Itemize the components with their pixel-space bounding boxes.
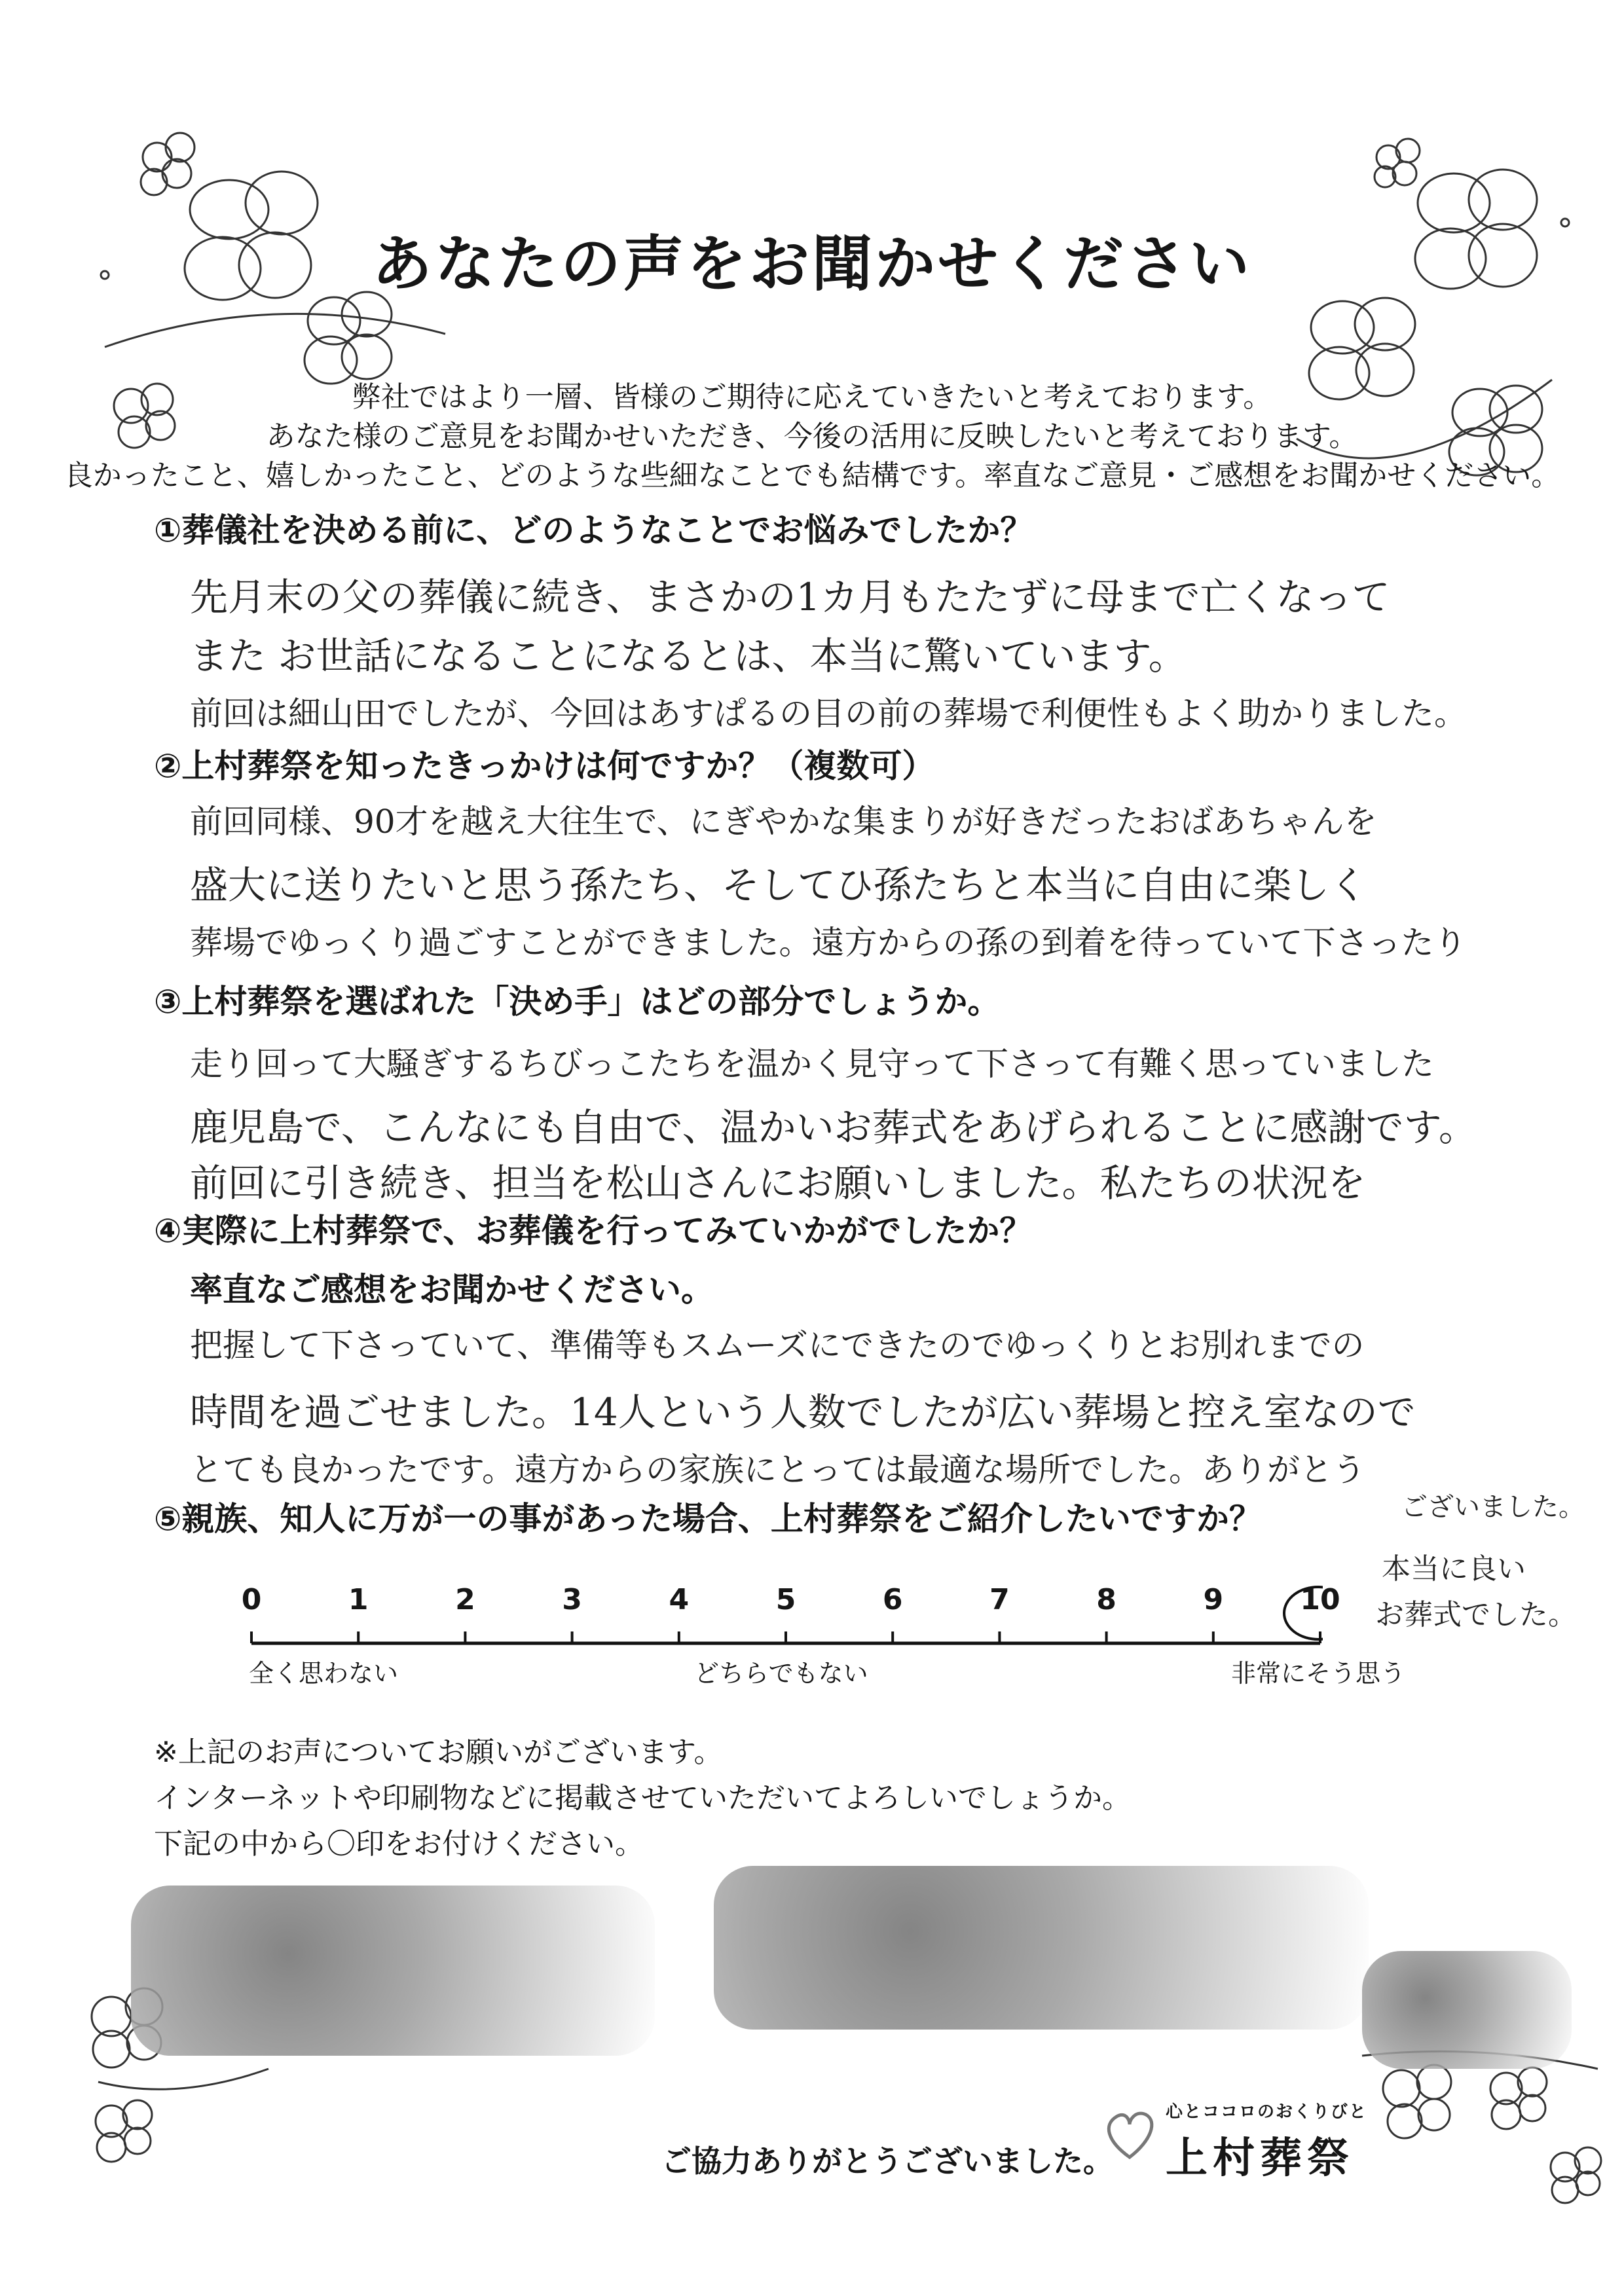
footer-tagline: 心とココロのおくりびと [1166,2102,1368,2122]
question-4-label: ④実際に上村葬祭で、お葬儀を行ってみていかがでしたか？ [154,1212,1033,1250]
question-5-label: ⑤親族、知人に万が一の事があった場合、上村葬祭をご紹介したいですか？ [154,1500,1262,1538]
answer-3-line-1: 走り回って大騒ぎするちびっこたちを温かく見守って下さって有難く思っていました [190,1045,1434,1083]
redacted-area-center [714,1866,1369,2030]
scale-mid-label: どちらでもない [694,1659,868,1688]
scale-tick-label-2: 2 [455,1583,475,1616]
redacted-area-right [1362,1951,1572,2069]
answer-4-line-1: 把握して下さっていて、準備等もスムーズにできたのでゆっくりとお別れまでの [190,1326,1365,1364]
answer-4-margin-note: ございました。 [1401,1492,1585,1522]
answer-4-line-3: とても良かったです。遠方からの家族にとっては最適な場所でした。ありがとう [190,1451,1365,1489]
footer-company: 上村葬祭 [1166,2134,1354,2183]
redacted-area-left [131,1886,655,2056]
scale-tick-label-0: 0 [241,1583,262,1616]
company-logo-icon [1100,2105,1159,2164]
scale-tick-label-10: 10 [1300,1583,1340,1616]
scale-tick-label-9: 9 [1203,1583,1224,1616]
question-3-label: ③上村葬祭を選ばれた「決め手」はどの部分でしょうか。 [154,983,1001,1021]
consent-line-3: 下記の中から〇印をお付けください。 [154,1827,644,1861]
scale-left-label: 全く思わない [249,1659,399,1688]
rating-scale [241,1558,1406,1702]
answer-2-line-2: 盛大に送りたいと思う孫たち、そしてひ孫たちと本当に自由に楽しく [190,863,1368,907]
scale-tick-label-3: 3 [562,1583,582,1616]
answer-5-margin-note-2: お葬式でした。 [1375,1598,1577,1631]
answer-1-line-1: 先月末の父の葬儀に続き、まさかの1カ月もたたずに母まで亡くなって [190,575,1390,619]
answer-2-line-3: 葬場でゆっくり過ごすことができました。遠方からの孫の到着を待っていて下さったり [190,924,1467,962]
answer-1-line-2: また お世話になることになるとは、本当に驚いています。 [190,634,1187,678]
answer-4-line-2: 時間を過ごせました。14人という人数でしたが広い葬場と控え室なので [190,1390,1416,1434]
page-title: あなたの声をお聞かせください [371,229,1252,299]
intro-line-3: 良かったこと、嬉しかったこと、どのような些細なことでも結構です。率直なご意見・ご感想をお聞かせください。 [64,459,1560,492]
question-4-sublabel: 率直なご感想をお聞かせください。 [190,1271,714,1309]
scale-tick-label-8: 8 [1096,1583,1116,1616]
consent-line-1: ※上記のお声についてお願いがございます。 [154,1736,723,1769]
answer-1-line-3: 前回は細山田でしたが、今回はあすぱるの目の前の葬場で利便性もよく助かりました。 [190,695,1467,733]
intro-line-2: あなた様のご意見をお聞かせいただき、今後の活用に反映したいと考えております。 [266,420,1358,453]
question-2-label: ②上村葬祭を知ったきっかけは何ですか？（複数可） [154,747,935,785]
scale-tick-label-5: 5 [775,1583,796,1616]
consent-line-2: インターネットや印刷物などに掲載させていただいてよろしいでしょうか。 [154,1781,1132,1815]
answer-2-line-1: 前回同様、90才を越え大往生で、にぎやかな集まりが好きだったおばあちゃんを [190,803,1377,841]
answer-3-line-3: 前回に引き続き、担当を松山さんにお願いしました。私たちの状況を [190,1161,1366,1205]
answer-3-line-2: 鹿児島で、こんなにも自由で、温かいお葬式をあげられることに感謝です。 [190,1105,1477,1150]
footer-thanks: ご協力ありがとうございました。 [661,2143,1113,2179]
scale-right-label: 非常にそう思う [1231,1659,1406,1688]
scale-tick-label-1: 1 [348,1583,369,1616]
answer-5-margin-note-1: 本当に良い [1382,1552,1526,1586]
question-1-label: ①葬儀社を決める前に、どのようなことでお悩みでしたか？ [154,511,1033,549]
scale-tick-label-6: 6 [882,1583,903,1616]
scale-tick-label-7: 7 [989,1583,1010,1616]
intro-line-1: 弊社ではより一層、皆様のご期待に応えていきたいと考えております。 [352,380,1272,414]
scale-tick-label-4: 4 [669,1583,690,1616]
